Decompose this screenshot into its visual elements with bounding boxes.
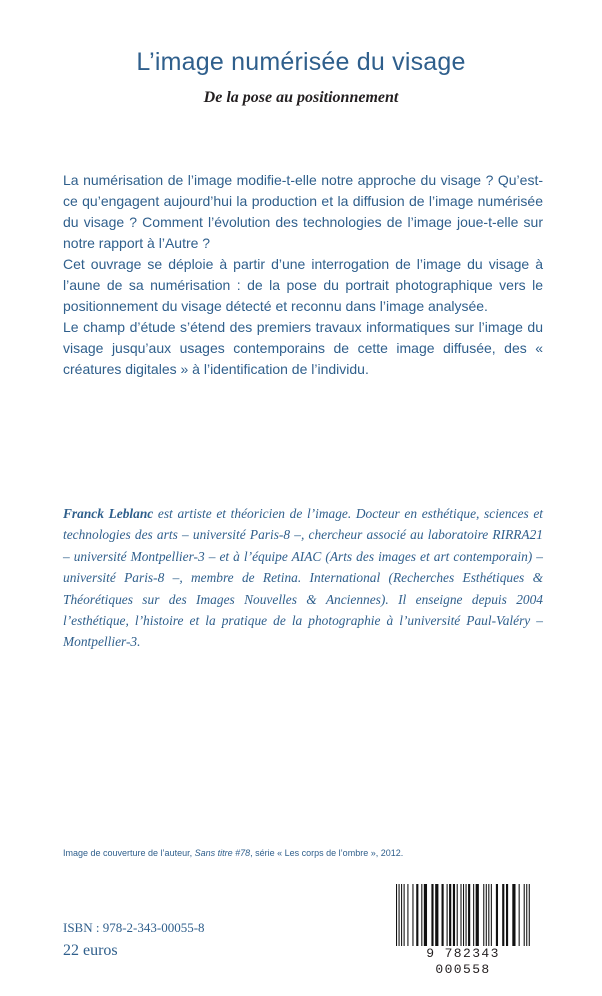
credit-prefix: Image de couverture de l’auteur, [63,848,195,858]
barcode-bar [476,884,479,950]
barcode-bar [483,884,484,950]
barcode-bar [519,884,520,950]
barcode-bar [404,884,405,950]
barcode-bar [526,884,527,950]
barcode-bar [424,884,427,950]
barcode-bar [491,884,492,950]
barcode-number: 9 782343 000558 [394,946,532,978]
author-name: Franck Leblanc [63,506,154,521]
barcode-bar [412,884,413,950]
barcode [394,882,532,977]
barcode-bar [401,884,402,950]
barcode-bar [488,884,489,950]
barcode-bar [431,884,433,950]
back-cover-blurb [63,170,543,380]
barcode-bar [473,884,474,950]
barcode-bar [512,884,515,950]
isbn: ISBN : 978-2-343-00055-8 [63,920,205,935]
author-bio-text: est artiste et théoricien de l’image. Docteur en esthétique, sciences et technologies des arts – université Paris-8 –, chercheur associé au laboratoire RIRRA21 – université Montpellier-3 – et à l’équipe AIAC (Arts des images et art contemporain) – université Paris-8 –, membre de Retina. International (Recherches Esthétiques & Théorétiques sur des Images Nouvelles & Anciennes). Il enseigne depuis 2004 l’esthétique, l’histoire et la pratique de la photographie à l’université Paul-Valéry – Montpellier-3. [63,506,543,650]
barcode-bar [524,884,525,950]
barcode-bar [407,884,408,950]
barcode-bar [457,884,458,950]
barcode-bars [394,882,532,952]
barcode-bar [468,884,470,950]
cover-image-credit [63,848,543,858]
blurb-paragraph: La numérisation de l’image modifie-t-elle notre approche du visage ? Qu’est-ce qu’engagent aujourd’hui la production et la diffusion de l’image numérisée du visage ? Comment l’évolution des technologies de l’image joue-t-elle sur notre rapport à l’Autre ? [63,172,543,251]
barcode-bar [506,884,508,950]
credit-suffix: , série « Les corps de l’ombre », 2012. [250,848,404,858]
author-bio [63,503,543,653]
barcode-bar [399,884,400,950]
barcode-bar [442,884,444,950]
barcode-bar [502,884,504,950]
barcode-bar [453,884,455,950]
book-title: L’image numérisée du visage [136,48,466,76]
barcode-bar [486,884,487,950]
barcode-bar [496,884,498,950]
barcode-bar [416,884,418,950]
book-subtitle: De la pose au positionnement [203,89,399,106]
barcode-bar [449,884,451,950]
barcode-bar [435,884,438,950]
blurb-paragraph: Cet ouvrage se déploie à partir d’une interrogation de l’image du visage à l’aune de sa numérisation : de la pose du portrait photographique vers le positionnement du visage détecté et reconnu dans l’image analysée. [63,256,543,314]
barcode-bar [466,884,467,950]
blurb-paragraph: Le champ d’étude s’étend des premiers travaux informatiques sur l’image du visage jusqu’aux usages contemporains de cette image diffusée, des « créatures digitales » à l’identification de l’individu. [63,319,543,377]
barcode-bar [447,884,448,950]
barcode-bar [529,884,530,950]
barcode-bar [463,884,464,950]
barcode-bar [396,884,397,950]
barcode-bar [460,884,461,950]
barcode-bar [421,884,422,950]
price: 22 euros [63,942,118,959]
credit-work-title: Sans titre #78 [194,848,251,858]
